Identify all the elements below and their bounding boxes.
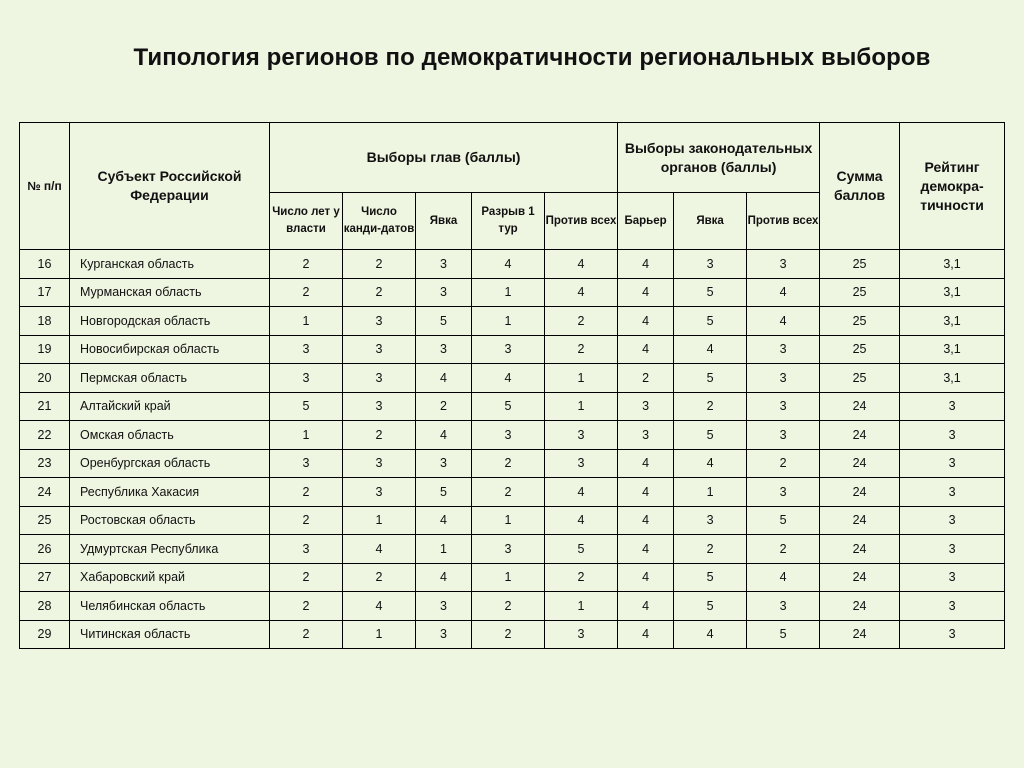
against-all-legislature-score: 3 <box>747 335 820 364</box>
table-row <box>20 563 1005 592</box>
table-row <box>20 421 1005 450</box>
barrier-score: 4 <box>618 592 674 621</box>
table-row <box>20 364 1005 393</box>
rating-score: 3 <box>900 620 1005 648</box>
turnout-heads-score: 4 <box>416 421 472 450</box>
table-row <box>20 620 1005 648</box>
candidates-score: 3 <box>343 478 416 507</box>
header-sum: Сумма баллов <box>820 123 900 250</box>
years-in-power-score: 2 <box>270 620 343 648</box>
turnout-legislature-score: 5 <box>674 307 747 336</box>
barrier-score: 4 <box>618 250 674 279</box>
against-all-heads-score: 1 <box>545 592 618 621</box>
gap-first-round-score: 2 <box>472 478 545 507</box>
table-row <box>20 478 1005 507</box>
turnout-heads-score: 4 <box>416 364 472 393</box>
turnout-heads-score: 4 <box>416 563 472 592</box>
against-all-legislature-score: 5 <box>747 506 820 535</box>
turnout-heads-score: 5 <box>416 307 472 336</box>
years-in-power-score: 2 <box>270 592 343 621</box>
years-in-power-score: 3 <box>270 449 343 478</box>
against-all-legislature-score: 3 <box>747 250 820 279</box>
table-row <box>20 335 1005 364</box>
barrier-score: 3 <box>618 421 674 450</box>
turnout-legislature-score: 5 <box>674 364 747 393</box>
barrier-score: 4 <box>618 563 674 592</box>
header-heads-group: Выборы глав (баллы) <box>270 123 618 193</box>
gap-first-round-score: 1 <box>472 563 545 592</box>
turnout-heads-score: 2 <box>416 392 472 421</box>
turnout-legislature-score: 4 <box>674 335 747 364</box>
turnout-legislature-score: 5 <box>674 278 747 307</box>
table-row <box>20 250 1005 279</box>
region-name: Читинская область <box>70 620 270 648</box>
row-number: 26 <box>20 535 70 564</box>
years-in-power-score: 2 <box>270 250 343 279</box>
turnout-heads-score: 5 <box>416 478 472 507</box>
barrier-score: 4 <box>618 535 674 564</box>
against-all-legislature-score: 5 <box>747 620 820 648</box>
candidates-score: 3 <box>343 449 416 478</box>
region-name: Курганская область <box>70 250 270 279</box>
against-all-legislature-score: 3 <box>747 592 820 621</box>
years-in-power-score: 3 <box>270 535 343 564</box>
gap-first-round-score: 3 <box>472 535 545 564</box>
candidates-score: 3 <box>343 307 416 336</box>
table-row <box>20 392 1005 421</box>
against-all-legislature-score: 3 <box>747 421 820 450</box>
region-name: Хабаровский край <box>70 563 270 592</box>
table-row <box>20 449 1005 478</box>
sum-score: 24 <box>820 421 900 450</box>
header-years: Число лет у власти <box>270 193 343 250</box>
rating-score: 3 <box>900 478 1005 507</box>
sum-score: 25 <box>820 250 900 279</box>
header-gap: Разрыв 1 тур <box>472 193 545 250</box>
turnout-legislature-score: 3 <box>674 250 747 279</box>
against-all-heads-score: 5 <box>545 535 618 564</box>
barrier-score: 2 <box>618 364 674 393</box>
years-in-power-score: 3 <box>270 364 343 393</box>
against-all-heads-score: 4 <box>545 478 618 507</box>
barrier-score: 4 <box>618 620 674 648</box>
years-in-power-score: 2 <box>270 563 343 592</box>
gap-first-round-score: 2 <box>472 449 545 478</box>
region-name: Удмуртская Республика <box>70 535 270 564</box>
against-all-heads-score: 3 <box>545 620 618 648</box>
rating-score: 3 <box>900 392 1005 421</box>
candidates-score: 3 <box>343 392 416 421</box>
table-row <box>20 307 1005 336</box>
region-name: Челябинская область <box>70 592 270 621</box>
sum-score: 24 <box>820 506 900 535</box>
sum-score: 25 <box>820 364 900 393</box>
rating-score: 3 <box>900 421 1005 450</box>
row-number: 16 <box>20 250 70 279</box>
rating-score: 3 <box>900 592 1005 621</box>
against-all-legislature-score: 4 <box>747 563 820 592</box>
header-legislature-group: Выборы законодательных органов (баллы) <box>618 123 820 193</box>
row-number: 19 <box>20 335 70 364</box>
region-name: Пермская область <box>70 364 270 393</box>
turnout-legislature-score: 2 <box>674 392 747 421</box>
barrier-score: 4 <box>618 478 674 507</box>
sum-score: 25 <box>820 335 900 364</box>
header-turnout-heads: Явка <box>416 193 472 250</box>
years-in-power-score: 1 <box>270 421 343 450</box>
rating-score: 3,1 <box>900 307 1005 336</box>
barrier-score: 4 <box>618 307 674 336</box>
rating-score: 3 <box>900 535 1005 564</box>
rating-score: 3 <box>900 563 1005 592</box>
gap-first-round-score: 2 <box>472 592 545 621</box>
barrier-score: 4 <box>618 449 674 478</box>
turnout-legislature-score: 4 <box>674 449 747 478</box>
years-in-power-score: 2 <box>270 478 343 507</box>
sum-score: 24 <box>820 449 900 478</box>
row-number: 24 <box>20 478 70 507</box>
page-title: Типология регионов по демократичности региональных выборов <box>133 44 931 71</box>
sum-score: 25 <box>820 278 900 307</box>
rating-score: 3,1 <box>900 364 1005 393</box>
table-row <box>20 506 1005 535</box>
turnout-heads-score: 1 <box>416 535 472 564</box>
row-number: 23 <box>20 449 70 478</box>
candidates-score: 2 <box>343 278 416 307</box>
against-all-heads-score: 2 <box>545 335 618 364</box>
region-name: Оренбургская область <box>70 449 270 478</box>
turnout-legislature-score: 5 <box>674 563 747 592</box>
row-number: 22 <box>20 421 70 450</box>
header-rating: Рейтинг демокра-тичности <box>900 123 1005 250</box>
sum-score: 24 <box>820 592 900 621</box>
against-all-heads-score: 4 <box>545 506 618 535</box>
turnout-legislature-score: 5 <box>674 421 747 450</box>
candidates-score: 3 <box>343 335 416 364</box>
gap-first-round-score: 3 <box>472 421 545 450</box>
gap-first-round-score: 3 <box>472 335 545 364</box>
table-row <box>20 592 1005 621</box>
row-number: 21 <box>20 392 70 421</box>
region-name: Алтайский край <box>70 392 270 421</box>
turnout-heads-score: 3 <box>416 250 472 279</box>
barrier-score: 4 <box>618 278 674 307</box>
rating-score: 3,1 <box>900 335 1005 364</box>
candidates-score: 2 <box>343 421 416 450</box>
barrier-score: 4 <box>618 335 674 364</box>
years-in-power-score: 5 <box>270 392 343 421</box>
against-all-heads-score: 1 <box>545 392 618 421</box>
turnout-legislature-score: 5 <box>674 592 747 621</box>
against-all-legislature-score: 2 <box>747 535 820 564</box>
turnout-heads-score: 3 <box>416 335 472 364</box>
candidates-score: 2 <box>343 250 416 279</box>
sum-score: 24 <box>820 563 900 592</box>
against-all-legislature-score: 3 <box>747 478 820 507</box>
header-turnout-leg: Явка <box>674 193 747 250</box>
candidates-score: 1 <box>343 620 416 648</box>
gap-first-round-score: 2 <box>472 620 545 648</box>
against-all-heads-score: 4 <box>545 250 618 279</box>
rating-score: 3 <box>900 506 1005 535</box>
row-number: 25 <box>20 506 70 535</box>
turnout-heads-score: 3 <box>416 278 472 307</box>
row-number: 28 <box>20 592 70 621</box>
turnout-legislature-score: 2 <box>674 535 747 564</box>
sum-score: 25 <box>820 307 900 336</box>
header-against-leg: Против всех <box>747 193 820 250</box>
table-row <box>20 278 1005 307</box>
turnout-heads-score: 3 <box>416 620 472 648</box>
turnout-legislature-score: 3 <box>674 506 747 535</box>
regions-table <box>19 122 1005 649</box>
header-num: № п/п <box>20 123 70 250</box>
gap-first-round-score: 1 <box>472 506 545 535</box>
row-number: 17 <box>20 278 70 307</box>
against-all-heads-score: 3 <box>545 421 618 450</box>
turnout-legislature-score: 1 <box>674 478 747 507</box>
barrier-score: 3 <box>618 392 674 421</box>
years-in-power-score: 2 <box>270 278 343 307</box>
against-all-legislature-score: 4 <box>747 307 820 336</box>
candidates-score: 4 <box>343 535 416 564</box>
gap-first-round-score: 1 <box>472 278 545 307</box>
region-name: Новгородская область <box>70 307 270 336</box>
candidates-score: 2 <box>343 563 416 592</box>
row-number: 27 <box>20 563 70 592</box>
row-number: 20 <box>20 364 70 393</box>
barrier-score: 4 <box>618 506 674 535</box>
header-barrier: Барьер <box>618 193 674 250</box>
rating-score: 3 <box>900 449 1005 478</box>
region-name: Новосибирская область <box>70 335 270 364</box>
table-row <box>20 535 1005 564</box>
rating-score: 3,1 <box>900 278 1005 307</box>
turnout-heads-score: 3 <box>416 592 472 621</box>
against-all-legislature-score: 2 <box>747 449 820 478</box>
gap-first-round-score: 4 <box>472 250 545 279</box>
gap-first-round-score: 5 <box>472 392 545 421</box>
turnout-heads-score: 4 <box>416 506 472 535</box>
against-all-heads-score: 2 <box>545 307 618 336</box>
header-subject: Субъект Российской Федерации <box>70 123 270 250</box>
against-all-heads-score: 2 <box>545 563 618 592</box>
sum-score: 24 <box>820 478 900 507</box>
against-all-legislature-score: 3 <box>747 364 820 393</box>
region-name: Мурманская область <box>70 278 270 307</box>
sum-score: 24 <box>820 392 900 421</box>
turnout-legislature-score: 4 <box>674 620 747 648</box>
against-all-legislature-score: 3 <box>747 392 820 421</box>
header-row-top <box>20 123 1005 193</box>
region-name: Ростовская область <box>70 506 270 535</box>
table-body <box>20 250 1005 649</box>
header-candidates: Число канди-датов <box>343 193 416 250</box>
years-in-power-score: 1 <box>270 307 343 336</box>
gap-first-round-score: 4 <box>472 364 545 393</box>
candidates-score: 3 <box>343 364 416 393</box>
row-number: 18 <box>20 307 70 336</box>
rating-score: 3,1 <box>900 250 1005 279</box>
years-in-power-score: 2 <box>270 506 343 535</box>
against-all-heads-score: 4 <box>545 278 618 307</box>
candidates-score: 1 <box>343 506 416 535</box>
region-name: Республика Хакасия <box>70 478 270 507</box>
years-in-power-score: 3 <box>270 335 343 364</box>
against-all-heads-score: 1 <box>545 364 618 393</box>
candidates-score: 4 <box>343 592 416 621</box>
turnout-heads-score: 3 <box>416 449 472 478</box>
against-all-legislature-score: 4 <box>747 278 820 307</box>
sum-score: 24 <box>820 535 900 564</box>
region-name: Омская область <box>70 421 270 450</box>
row-number: 29 <box>20 620 70 648</box>
sum-score: 24 <box>820 620 900 648</box>
gap-first-round-score: 1 <box>472 307 545 336</box>
header-against-heads: Против всех <box>545 193 618 250</box>
against-all-heads-score: 3 <box>545 449 618 478</box>
